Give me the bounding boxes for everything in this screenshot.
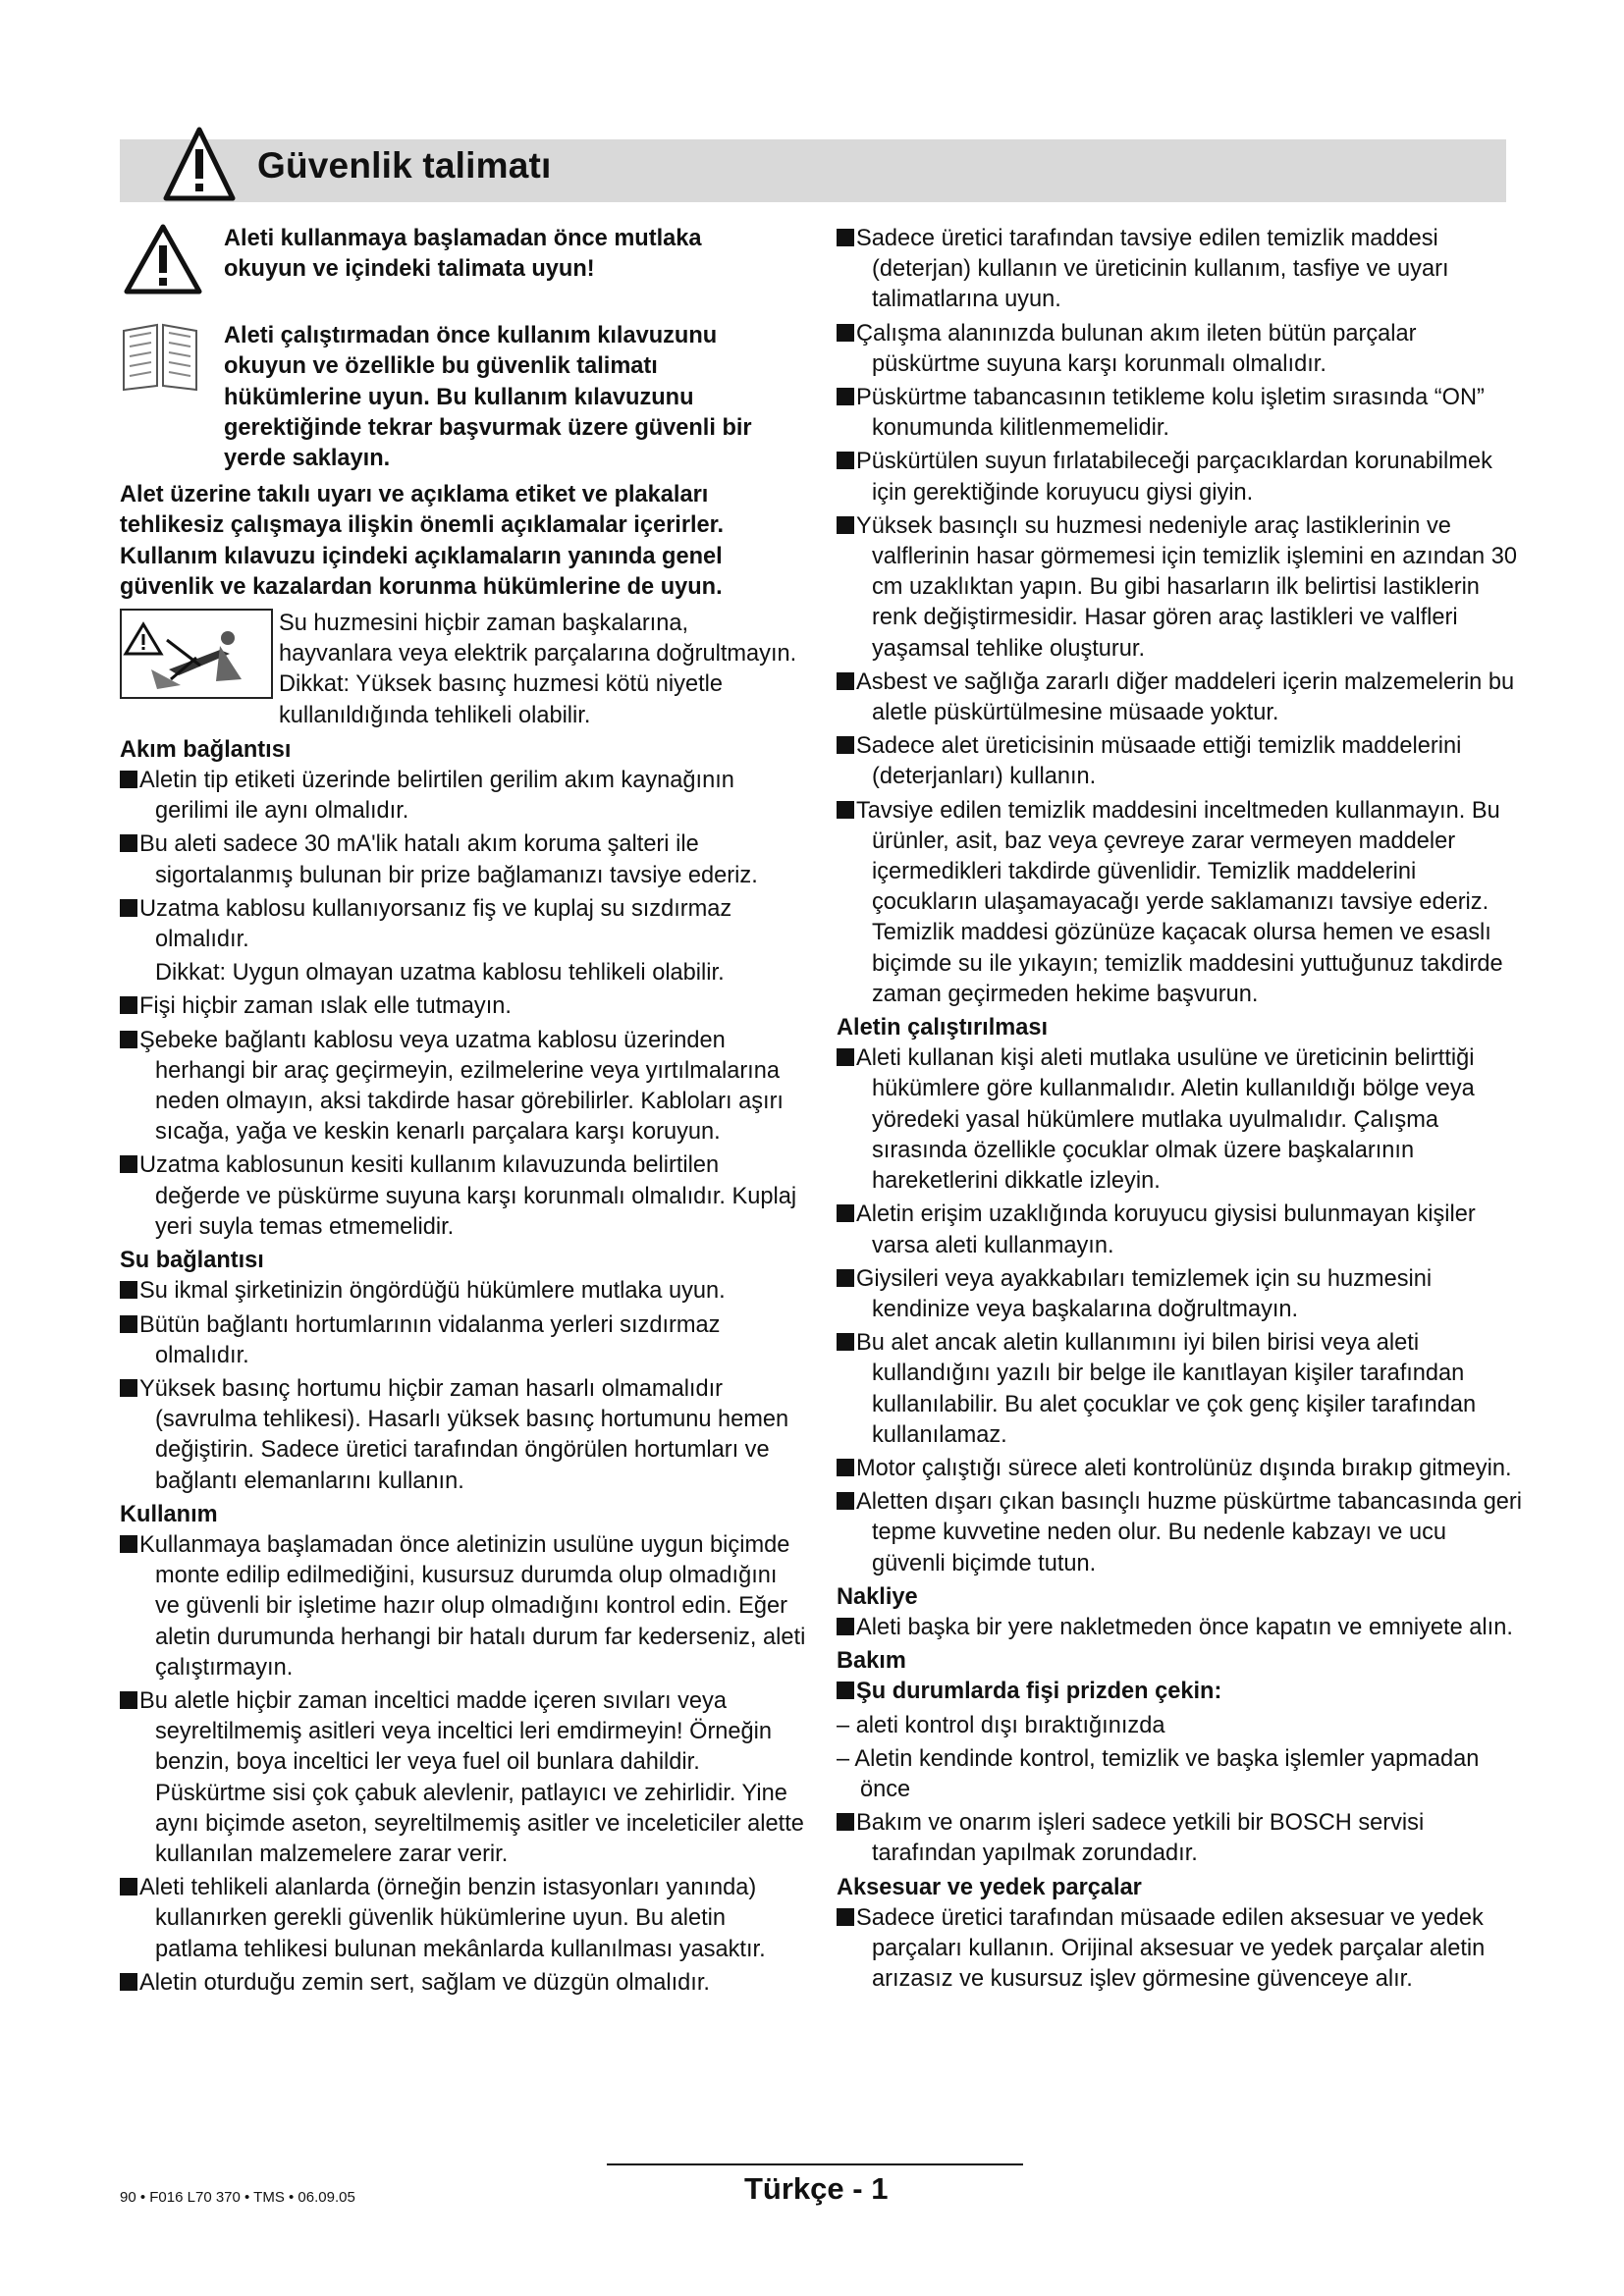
page-title: Güvenlik talimatı [257, 145, 552, 186]
manual-notice-text: Aleti çalıştırmadan önce kullanım kılavuzunu okuyun ve özellikle bu güvenlik talimatı hükümlerine uyun. Bu kullanım kılavuzunu gerektiğinde tekrar başvurmak üzere güvenli bir yerde saklayın. [224, 323, 752, 472]
section-title-maintenance: Bakım [837, 1648, 906, 1675]
list-item: Şebeke bağlantı kablosu veya uzatma kablosu üzerinden herhangi bir araç geçirmeyin, ezilmelerine veya yırtılmalarına neden olmayın, aksi takdirde hasar görebilirler. Kabloları aşırı sıcağa, yağa ve keskin kenarlı parçalara karşı koruyun. [120, 1026, 807, 1148]
spray-hazard-icon [122, 611, 271, 697]
list-item: Sadece üretici tarafından tavsiye edilen temizlik maddesi (deterjan) kullanın ve üreticinin kullanım, tasfiye ve uyarı talimatlarına uyun. [837, 224, 1524, 316]
bullet-icon [120, 1281, 137, 1299]
section-title-water: Su bağlantısı [120, 1248, 264, 1274]
bullet-icon [837, 452, 854, 469]
spray-warning-text: Su huzmesini hiçbir zaman başkalarına, hayvanlara veya elektrik parçalarına doğrultmayın. Dikkat: Yüksek basınç huzmesi kötü niyetle kullanıldığında tehlikeli olabilir. [279, 611, 797, 728]
bullet-icon [837, 1204, 854, 1222]
list-item: Püskürtme tabancasının tetikleme kolu işletim sırasında “ON” konumunda kilitlenmemelidir. [837, 383, 1524, 444]
bullet-icon [120, 1878, 137, 1896]
list-item: Uzatma kablosunun kesiti kullanım kılavuzunda belirtilen değerde ve püskürme suyuna karşı korunmalı olmalıdır. Kuplaj yeri suyla temas etmemelidir. [120, 1150, 807, 1243]
bullet-icon [837, 1682, 854, 1699]
list-item: Bakım ve onarım işleri sadece yetkili bir BOSCH servisi tarafından yapılmak zorundadır. [837, 1808, 1524, 1869]
list-item: Aleti kullanan kişi aleti mutlaka usulüne ve üreticinin belirttiği hükümlere göre kullanmalıdır. Aletin kullanıldığı bölge veya yöredeki yasal hükümlere mutlaka uyulmalıdır. Çalışma sırasında özellikle çocuklar olmak üzere başkalarının hareketlerini dikkatle izleyin. [837, 1043, 1524, 1197]
list-item: Aletin tip etiketi üzerinde belirtilen gerilim akım kaynağının gerilimi ile aynı olmalıdır. [120, 766, 807, 827]
list-item: Yüksek basınçlı su huzmesi nedeniyle araç lastiklerinin ve valflerinin hasar görmemesi için temizlik işlemini en azından 30 cm uzaklıktan yapın. Bu gibi hasarların ilk belirtisi lastiklerin renk değiştirmesidir. Hasar gören araç lastikleri ve valfleri yaşamsal tehlike oluşturur. [837, 511, 1524, 665]
section-title-power: Akım bağlantısı [120, 736, 292, 763]
list-item: Aleti tehlikeli alanlarda (örneğin benzin istasyonları yanında) kullanırken gerekli güvenlik hükümlerine uyun. Bu aletin patlama tehlikesi bulunan mekânlarda kullanılması yasaktır. [120, 1873, 807, 1965]
list-item: Bütün bağlantı hortumlarının vidalanma yerleri sızdırmaz olmalıdır. [120, 1310, 807, 1371]
bullet-icon [120, 834, 137, 852]
list-item: Aletten dışarı çıkan basınçlı huzme püskürtme tabancasında geri tepme kuvvetine neden olur. Bu nedenle kabzayı ve ucu güvenli biçimde tutun. [837, 1487, 1524, 1579]
list-item: Uzatma kablosu kullanıyorsanız fiş ve kuplaj su sızdırmaz olmalıdır. [120, 894, 807, 955]
left-column [120, 224, 807, 2002]
spray-warning [120, 609, 807, 731]
labels-notice: Alet üzerine takılı uyarı ve açıklama etiket ve plakaları tehlikesiz çalışmaya ilişkin önemli açıklamalar içerirler. [120, 482, 725, 539]
read-warning [120, 224, 807, 303]
bullet-icon [837, 1333, 854, 1351]
bullet-icon [837, 1813, 854, 1831]
bullet-icon [837, 1618, 854, 1635]
section-title-usage: Kullanım [120, 1501, 218, 1527]
bullet-icon [120, 771, 137, 788]
bullet-icon [837, 1908, 854, 1926]
read-warning-text: Aleti kullanmaya başlamadan önce mutlaka okuyun ve içindeki talimata uyun! [224, 226, 702, 283]
bullet-icon [837, 388, 854, 405]
footer-doc-code: 90 • F016 L70 370 • TMS • 06.09.05 [120, 2189, 355, 2206]
list-item: Şu durumlarda fişi prizden çekin: [837, 1677, 1524, 1707]
list-item: Aletin erişim uzaklığında koruyucu giysisi bulunmayan kişiler varsa aleti kullanmayın. [837, 1200, 1524, 1260]
bullet-icon [837, 672, 854, 690]
list-item: Su ikmal şirketinizin öngördüğü hükümlere mutlaka uyun. [120, 1276, 807, 1307]
bullet-icon [837, 1048, 854, 1066]
list-item: Bu aletle hiçbir zaman inceltici madde içeren sıvıları veya seyreltilmemiş asitleri veya inceltici leri emdirmeyin! Örneğin benzin, boya inceltici ler veya fuel oil bunlara dahildir. Püskürtme sisi çok çabuk alevlenir, patlayıcı ve zehirlidir. Yine aynı biçimde aseton, seyreltilmemiş asitler ve inceleticiler alette kullanılan malzemelere zarar verir. [120, 1686, 807, 1870]
section-title-transport: Nakliye [837, 1583, 918, 1610]
bullet-icon [120, 1691, 137, 1709]
bullet-icon [837, 801, 854, 819]
right-column [837, 224, 1524, 1998]
open-book-icon [120, 321, 200, 394]
list-item: Fişi hiçbir zaman ıslak elle tutmayın. [120, 991, 807, 1022]
bullet-icon [120, 1535, 137, 1553]
list-item: Kullanmaya başlamadan önce aletinizin usulüne uygun biçimde monte edilip edilmediğini, kusursuz durumda olup olmadığını ve güvenli bir işletime hazır olup olmadığını kontrol edin. Eğer aletin durumunda herhangi bir hatalı durum far kederseniz, aleti çalıştırmayın. [120, 1530, 807, 1683]
list-item: Çalışma alanınızda bulunan akım ileten bütün parçalar püskürtme suyuna karşı korunmalı olmalıdır. [837, 319, 1524, 380]
list-item: Aletin oturduğu zemin sert, sağlam ve düzgün olmalıdır. [120, 1968, 807, 1999]
list-item: Sadece üretici tarafından müsaade edilen aksesuar ve yedek parçaları kullanın. Orijinal aksesuar ve yedek parçalar aletin arızasız ve kusursuz işlev görmesine güvenceye alır. [837, 1903, 1524, 1996]
bullet-icon [837, 516, 854, 534]
dash-item: – Aletin kendinde kontrol, temizlik ve başka işlemler yapmadan önce [837, 1745, 1480, 1802]
caution-note: Dikkat: Uygun olmayan uzatma kablosu tehlikeli olabilir. [155, 960, 725, 987]
bullet-icon [837, 1269, 854, 1287]
spray-warning-pictogram [120, 609, 273, 699]
list-item: Bu alet ancak aletin kullanımını iyi bilen birisi veya aleti kullandığını yazılı bir belge ile kanıtlayan kişiler tarafından kullanılabilir. Bu alet çocuklar ve çok genç kişiler tarafından kullanılamaz. [837, 1328, 1524, 1451]
bullet-icon [120, 899, 137, 917]
bullet-icon [120, 996, 137, 1014]
footer-page-label: Türkçe - 1 [744, 2171, 889, 2206]
section-title-operation: Aletin çalıştırılması [837, 1015, 1049, 1041]
bullet-icon [120, 1315, 137, 1333]
bullet-icon [837, 229, 854, 246]
list-item: Asbest ve sağlığa zararlı diğer maddeleri içerin malzemelerin bu aletle püskürtülmesine müsaade yoktur. [837, 667, 1524, 728]
list-item: Yüksek basınç hortumu hiçbir zaman hasarlı olmamalıdır (savrulma tehlikesi). Hasarlı yüksek basınç hortumunu hemen değiştirin. Sadece üretici tarafından öngörülen hortumları ve bağlantı elemanlarını kullanın. [120, 1374, 807, 1497]
bullet-icon [120, 1155, 137, 1173]
list-item: Sadece alet üreticisinin müsaade ettiği temizlik maddelerini (deterjanları) kullanın. [837, 731, 1524, 792]
bullet-icon [120, 1973, 137, 1991]
manual-notice [120, 321, 807, 474]
list-item: Aleti başka bir yere nakletmeden önce kapatın ve emniyete alın. [837, 1613, 1524, 1643]
bullet-icon [120, 1379, 137, 1397]
section-title-accessories: Aksesuar ve yedek parçalar [837, 1874, 1142, 1900]
general-notice: Kullanım kılavuzu içindeki açıklamaların yanında genel güvenlik ve kazalardan korunma hükümlerine de uyun. [120, 543, 723, 600]
list-item: Püskürtülen suyun fırlatabileceği parçacıklardan korunabilmek için gerektiğinde koruyucu giysi giyin. [837, 447, 1524, 507]
footer-rule [607, 2163, 1023, 2165]
bullet-icon [837, 1459, 854, 1476]
bullet-icon [837, 324, 854, 342]
bullet-icon [837, 736, 854, 754]
list-item: Bu aleti sadece 30 mA'lik hatalı akım koruma şalteri ile sigortalanmış bulunan bir prize bağlamanızı tavsiye ederiz. [120, 829, 807, 890]
warning-triangle-icon [163, 126, 236, 204]
list-item: Tavsiye edilen temizlik maddesini inceltmeden kullanmayın. Bu ürünler, asit, baz veya çevreye zarar vermeyen maddeler içermedikleri takdirde güvenlidir. Temizlik maddelerini çocukların ulaşamayacağı yerde saklamanızı tavsiye ederiz. Temizlik maddesi gözünüze kaçacak olursa hemen ve esaslı biçimde su ile yıkayın; temizlik maddesini yuttuğunuz takdirde zaman geçirmeden hekime başvurun. [837, 796, 1524, 1010]
bullet-icon [837, 1492, 854, 1510]
list-item: Giysileri veya ayakkabıları temizlemek için su huzmesini kendinize veya başkalarına doğrultmayın. [837, 1264, 1524, 1325]
warning-triangle-icon [124, 224, 202, 294]
bullet-icon [120, 1031, 137, 1048]
list-item: Motor çalıştığı sürece aleti kontrolünüz dışında bırakıp gitmeyin. [837, 1454, 1524, 1484]
dash-item: – aleti kontrol dışı bıraktığınızda [837, 1712, 1165, 1738]
